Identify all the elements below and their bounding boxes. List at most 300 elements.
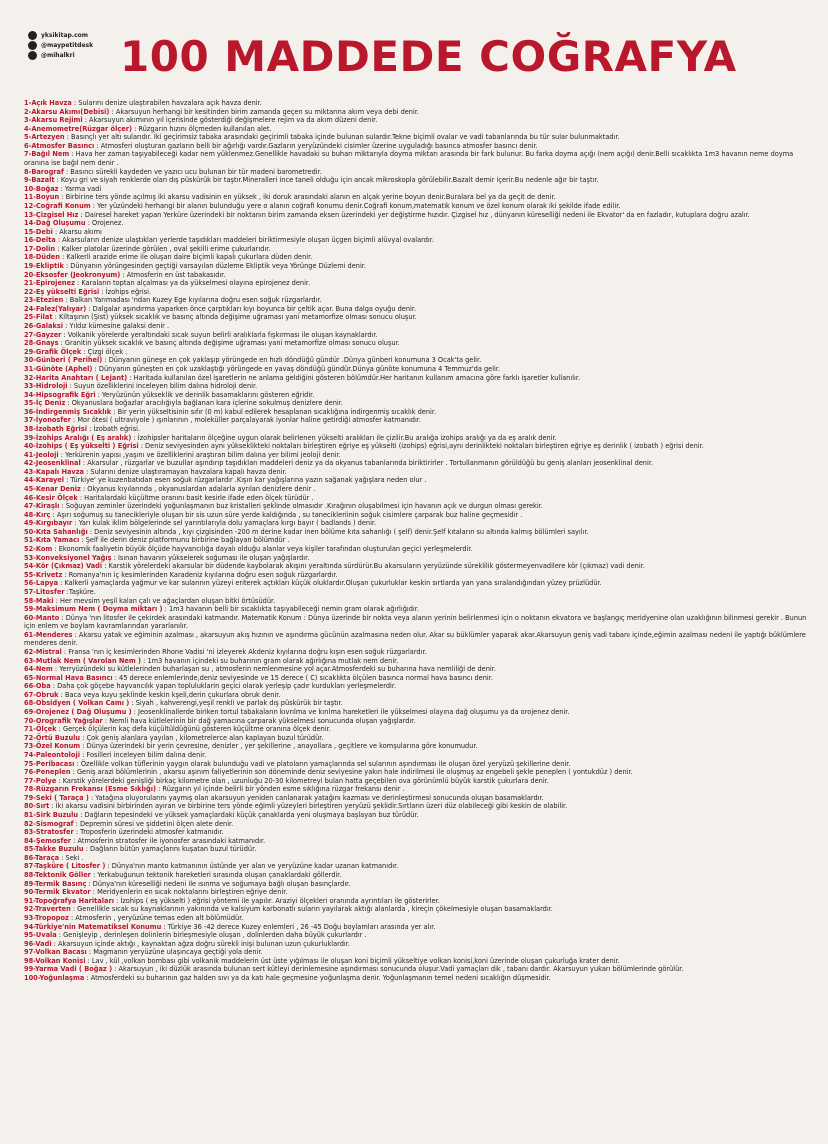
entry-term: 17-Dolin — [24, 244, 56, 253]
glossary-entry — [24, 296, 814, 305]
entry-term: 91-Topoğrafya Haritaları — [24, 896, 114, 905]
entry-term: 25-Filat — [24, 313, 53, 322]
glossary-entry — [24, 948, 814, 957]
entry-definition: : Akarsuyun içinde aktığı , kaynaktan ağza doğru sürekli inişi bulunan uzun çukurluklardır. — [51, 939, 350, 948]
entry-definition: : Hava her zaman taşıyabileceği kadar nem yüklenmez.Genellikle havadaki su buharı miktarıyla doyma miktarı arasında bir fark bulunur. Bu farka doyma açığı (nem açığı) denir.Belli sıcaklıkta 1m3 havanın neme doyma oranına ise bağıl nem denir . — [24, 150, 794, 168]
entry-term: 6-Atmosfer Basıncı — [24, 141, 95, 150]
entry-term: 97-Volkan Bacası — [24, 948, 87, 957]
entry-definition: : Balkan Yarımadası 'ndan Kuzey Ege kıyılarına doğru esen soğuk rüzgarlardır. — [63, 296, 322, 305]
entry-definition: : Atmosferin , yeryüzüne temas eden alt bölümüdür. — [68, 913, 244, 922]
glossary-entry — [24, 931, 814, 940]
entry-term: 90-Termik Ekvator — [24, 888, 91, 897]
entry-term: 38-İzobath Eğrisi — [24, 424, 87, 433]
entry-definition: : Akarsuyun , iki düzlük arasında bulunan sert kütleyi derinlemesine aşındırması sonucunda oluşur.Vadi yamaçları dik , tabanı dardır. Akarsuyun yukarı bölümlerinde görülür. — [112, 965, 684, 974]
entry-definition: : Granitin yüksek sıcaklık ve basınç altında değişime uğraması yani metamorfize olması sonucu oluşur. — [58, 339, 400, 348]
entry-term: 39-İzohips Aralığı ( Eş aralık) — [24, 433, 132, 442]
entry-term: 19-Ekliptik — [24, 261, 64, 270]
glossary-entry — [24, 965, 814, 974]
entry-term: 27-Gayzer — [24, 330, 62, 339]
glossary-entry — [24, 802, 814, 811]
entry-definition: : Dünya'nın küreselliği nedeni ile ısınma ve soğumaya bağlı oluşan basınçlardır. — [86, 879, 351, 888]
entry-term: 12-Coğrafi Konum — [24, 201, 91, 210]
entry-term: 3-Akarsu Rejimi — [24, 116, 83, 125]
glossary-entry — [24, 356, 814, 365]
glossary-entry — [24, 150, 814, 167]
glossary-entry — [24, 811, 814, 820]
entry-definition: : Basıncı sürekli kaydeden ve yazıcı ucu bulunan bir tür madeni barometredir. — [63, 167, 322, 176]
entry-definition: : Sularını denize ulaştıramayan havzalara kapalı havza denir. — [84, 467, 287, 476]
entry-term: 9-Bazalt — [24, 176, 55, 185]
entry-definition: : Akarsular , rüzgarlar ve buzullar aşındırıp taşıdıkları maddeleri deniz ya da okyanus tabanlarında biriktirirler . Tortullanmanın görüldüğü bu geniş alanları jeosenklinal denir. — [80, 459, 654, 468]
entry-term: 67-Obruk — [24, 690, 59, 699]
entry-definition: : Sularını denize ulaştırabilen havzalara açık havza denir. — [71, 99, 262, 107]
social-links — [28, 30, 93, 60]
glossary-entry — [24, 502, 814, 511]
entry-term: 36-İndirgenmiş Sıcaklık — [24, 407, 112, 416]
entry-definition: : Siyah , kahverengi,yeşil renkli ve parlak dış püskürük bir taştır. — [129, 699, 343, 708]
entry-term: 1-Açık Havza — [24, 99, 72, 107]
glossary-entry — [24, 313, 814, 322]
entry-definition: : Atmosferin en üst tabakasıdır. — [120, 270, 226, 279]
glossary-entry — [24, 322, 814, 331]
entry-definition: : Kalkerli arazide erime ile oluşan daire biçimli kapalı çukurlara düden denir. — [59, 253, 313, 262]
entry-definition: : Baca veya kuyu şeklinde keskin kşeli,derin çukurlara obruk denir. — [58, 690, 281, 699]
glossary-entry — [24, 914, 814, 923]
glossary-entry — [24, 253, 814, 262]
entry-definition: : 1m3 havanın belli bir sıcaklıkta taşıyabileceği nemin gram olarak ağırlığıdır. — [162, 605, 419, 614]
glossary-entry — [24, 519, 814, 528]
glossary-entry — [24, 494, 814, 503]
entry-term: 55-Krivetz — [24, 570, 63, 579]
entry-term: 78-Rüzgarın Frekansı (Esme Sıklığı) — [24, 785, 156, 794]
entry-term: 71-Ölçek — [24, 725, 57, 734]
entry-term: 47-Kiraşlı — [24, 502, 60, 511]
glossary-entry — [24, 485, 814, 494]
entry-definition: : Türkiye' ye kuzenbatıdan esen soğuk rüzgarlardır .Kışın kar yağışlarına yazın sağanak yağışlara neden olur . — [64, 476, 427, 485]
glossary-entry — [24, 554, 814, 563]
glossary-entry — [24, 905, 814, 914]
glossary-entry — [24, 614, 814, 631]
glossary-entry — [24, 434, 814, 443]
entry-definition: : Çizgi ölçek . — [81, 347, 128, 356]
glossary-entry — [24, 665, 814, 674]
entry-term: 93-Tropopoz — [24, 913, 69, 922]
entry-definition: : İzohips ( eş yükselti ) eğrisi yöntemi ile yapılır. Araziyi ölçekleri oranında ayrıntıları ile gösterirler. — [113, 896, 440, 905]
entry-definition: : Suyun özelliklerini inceleyen bilim dalına hidroloji denir. — [67, 382, 258, 391]
entry-term: 89-Termik Basınç — [24, 879, 87, 888]
entry-term: 100-Yoğunlaşma — [24, 973, 85, 982]
page-title: 100 MADDEDE COĞRAFYA — [120, 32, 737, 81]
entry-term: 60-Manto — [24, 613, 60, 622]
entry-definition: : Kalkerli yamaçlarda yağmur ve kar sularının yüzeyi eriterek açtıkları küçük oluklardır.Oluşan çukurluklar keskin sırtlarda yan yana sıralandığından yüzey prüzlüdür. — [58, 579, 602, 588]
entry-definition: : Depremin süresi ve şiddetini ölçen alete denir. — [73, 819, 234, 828]
glossary-entry — [24, 657, 814, 666]
entry-definition: : İzobath eğrisi. — [86, 424, 141, 433]
entry-definition: : Yatağına oluyorularını yaymış olan akarsuyun yeniden canlanarak yatağını kazması ve derinleştirmesi sonucunda oluşan basamaklardır. — [88, 793, 544, 802]
glossary-entry — [24, 768, 814, 777]
entry-term: 5-Artezyen — [24, 133, 65, 142]
glossary-list — [24, 99, 814, 983]
entry-definition: : Yeryüzünün yükseklik ve derinlik basamaklarını gösteren eğridir. — [95, 390, 315, 399]
glossary-entry — [24, 828, 814, 837]
glossary-entry — [24, 897, 814, 906]
entry-term: 50-Kıta Sahanlığı — [24, 527, 88, 536]
entry-term: 94-Türkiye'nin Matematiksel Konumu — [24, 922, 162, 931]
glossary-entry — [24, 708, 814, 717]
entry-term: 86-Taraça — [24, 853, 60, 862]
entry-definition: : Dünya 'nın litosfer ile çekirdek arasındaki katmandır. Matematik Konum : Dünya üzerinde bir nokta veya alanın yerinin belirlenmesi için o noktanın ekvatora ve başlangıç meridyenine olan uzaklığının bilinmesi gerekir . Bunun için enlem ve boylam kavramlarından yararlanılır. — [24, 613, 807, 631]
glossary-entry — [24, 365, 814, 374]
entry-term: 18-Düden — [24, 253, 60, 262]
entry-definition: : Akarsuyun akımının yıl içerisinde gösterdiği değişmelere rejim va da akım düzeni denir. — [82, 116, 378, 125]
entry-definition: : Atmosferi oluşturan gazların belli bir ağırlığı vardır.Gazların yeryüzündeki cisimler üzerine uyguladığı basınca atmosfer basıncı denir. — [94, 141, 538, 150]
entry-definition: : Dağların tepesindeki ve yüksek yamaçlardaki küçük çanaklarda yeni oluşmaya başlayan buz türüdür. — [78, 810, 419, 819]
entry-term: 75-Peribacası — [24, 759, 75, 768]
glossary-entry — [24, 348, 814, 357]
glossary-entry — [24, 108, 814, 117]
entry-definition: : Yerryüzündeki su kütlelerinden buharlaşan su , atmosferin nemlenmesine yol açar.Atmosferdeki su buharına hava nemliliği de denir. — [52, 665, 496, 674]
glossary-entry — [24, 845, 814, 854]
glossary-entry — [24, 279, 814, 288]
entry-term: 81-Sirk Buzulu — [24, 810, 79, 819]
entry-definition: : Birbirine ters yönde açılmış iki akarsu vadisinin en yüksek , iki doruk arasındaki alanın en alçak yerine boyun denir.Buralara bel ya da geçit de denir. — [59, 193, 556, 202]
entry-term: 63-Mutlak Nem ( Varolan Nem ) — [24, 656, 142, 665]
glossary-entry — [24, 880, 814, 889]
entry-definition: : Dağların bütün yamaçlarını kuşatan buzul türüdür. — [83, 845, 257, 854]
glossary-entry — [24, 854, 814, 863]
entry-term: 14-Dağ Oluşumu — [24, 219, 86, 228]
glossary-entry — [24, 339, 814, 348]
entry-term: 28-Gnays — [24, 339, 59, 348]
entry-term: 56-Lapya — [24, 579, 59, 588]
entry-term: 74-Paleontoloji — [24, 750, 80, 759]
entry-definition: : Kalker platolar üzerinde görülen , oval şekilli erime çukurlarıdır. — [55, 244, 271, 253]
glossary-entry — [24, 271, 814, 280]
entry-term: 2-Akarsu Akımı(Debisi) — [24, 107, 110, 116]
entry-term: 70-Orografik Yağışlar — [24, 716, 103, 725]
entry-term: 37-İyonosfer — [24, 416, 71, 425]
entry-term: 66-Oba — [24, 682, 51, 691]
entry-definition: : Genişleyip , derinleşen dolinlerin birleşmesiyle oluşan , dolinlerden daha büyük çukurlardır . — [56, 931, 367, 940]
entry-term: 92-Traverten — [24, 905, 71, 914]
entry-definition: : 45 derece enlemlerinde,deniz seviyesinde ve 15 derece ( C) sıcaklıkta ölçülen basınca normal hava basıncı denir. — [112, 673, 493, 682]
entry-definition: : Türkiye 36 -42 derece Kuzey enlemleri , 26 -45 Doğu boylamları arasında yer alır. — [161, 922, 436, 931]
entry-term: 24-Falez(Yalıyar) — [24, 304, 87, 313]
social-text: @maypetitdesk — [41, 41, 94, 49]
entry-definition: : Haritada kullanılan özel işaretlerin ne anlama geldiğini gösteren bölümdür.Her haritanın kullanım amacına göre farklı işaretler kullanılır. — [127, 373, 581, 382]
glossary-entry — [24, 888, 814, 897]
glossary-entry — [24, 957, 814, 966]
glossary-entry — [24, 202, 814, 211]
entry-definition: : Rüzgarın yıl içinde belirli bir yönden esme sıklığına rüzgar frekansı denir . — [156, 785, 405, 794]
glossary-entry — [24, 288, 814, 297]
entry-definition: : Akarsuların denize ulaştıkları yerlerde taşıdıkları maddeleri biriktirmesiyle oluşan üçgen biçimli alüvyal ovalardır. — [55, 236, 434, 245]
entry-definition: : Basınçlı yer altı sularıdır. İki geçirimsiz tabaka arasındaki geçirimli tabaka içinde bulunan sulardır.Tekne biçimli ovalar ve vadi tabanlarında bu tür sular bulunmaktadır. — [64, 133, 620, 142]
entry-term: 96-Vadi — [24, 939, 52, 948]
entry-definition: : Her mevsim yeşil kalan çalı ve ağaçlardan oluşan bitki örtüsüdür. — [53, 596, 276, 605]
entry-term: 84-Şemosfer — [24, 836, 72, 845]
entry-definition: : Rüzgarın hızını ölçmeden kullanılan alet. — [132, 124, 272, 133]
entry-definition: : Karstik yörelerdeki akarsular bir düdende kaybolarak akışını yeraltında sürdürür.Bu akarsuların yeryüzünde süreklilik göstermeyenvadilere kör (çıkmaz) vadi denir. — [102, 562, 645, 571]
entry-term: 42-Jeosenklinal — [24, 459, 81, 468]
social-row — [28, 30, 93, 40]
glossary-entry — [24, 785, 814, 794]
entry-term: 62-Mistral — [24, 648, 62, 656]
entry-term: 16-Delta — [24, 236, 56, 245]
entry-definition: : Karstik yörelerdeki genişliği birkaç kilometre olan , uzunluğu 20-30 kilometreyi bulan hatta geçebilen ova görünümlü büyük karstik çukurlara denir. — [56, 776, 549, 785]
entry-definition: : 1m3 havanın içindeki su buharının gram olarak ağırlığına mutlak nem denir. — [141, 656, 399, 665]
glossary-entry — [24, 777, 814, 786]
entry-term: 43-Kapalı Havza — [24, 467, 85, 476]
entry-definition: : Atmosferdeki su buharının gaz halden sıvı ya da katı hale geçmesine yoğunlaşma denir. Yoğunlaşmanın temel nedeni sıcaklığın düşmesidir. — [84, 973, 551, 982]
entry-definition: : İki akarsu vadisini birbirinden ayıran ve birbirine ters yönde eğimli yüzeyleri birleştiren yeryüzü şeklidir.Sırtların üzeri düz olabileceği gibi keskin de olabilir. — [49, 802, 568, 811]
glossary-entry — [24, 193, 814, 202]
entry-definition: : Yarma vadi — [58, 184, 102, 193]
glossary-entry — [24, 451, 814, 460]
glossary-entry — [24, 262, 814, 271]
glossary-entry — [24, 176, 814, 185]
entry-term: 51-Kıta Yamacı — [24, 536, 80, 545]
entry-definition: : Kiltaşının (Şist) yüksek sıcaklık ve basınç altında değişime uğraması yani metamorfize olması sonucu oluşur. — [52, 313, 417, 322]
glossary-entry — [24, 545, 814, 554]
glossary-entry — [24, 674, 814, 683]
glossary-entry — [24, 211, 814, 220]
glossary-entry — [24, 717, 814, 726]
entry-definition: : Gerçek ölçülerin kaç defa küçültüldüğünü gösteren küçültme oranına ölçek denir. — [56, 725, 331, 734]
entry-definition: : Deniz seviyesinin altında , kıyı çizgisinden -200 m derine kadar inen bölüme kıta sahanlığı ( şelf) denir.Şelf kıtaların su altında kalmış bölümleri sayılır. — [87, 527, 589, 536]
entry-definition: : Yarı kulak iklim bölgelerinde sel yarıntılarıyla dolu yamaçlara kırgı bayır ( badlands ) denir. — [72, 519, 377, 528]
entry-term: 76-Peneplen — [24, 768, 71, 777]
glossary-entry — [24, 862, 814, 871]
glossary-entry — [24, 571, 814, 580]
instagram-icon — [28, 41, 37, 50]
entry-definition: : Bir yerin yükseltisinin sıfır (0 m) kabul edilerek hesaplanan sıcaklığına indirgenmiş sıcaklık denir. — [111, 407, 437, 416]
entry-term: 52-Kom — [24, 545, 53, 554]
entry-definition: : Dalgalar aşındırma yaparken önce çarptıkları kıyı boyunca bir çeltik açar. Buna dalga oyuğu denir. — [86, 304, 417, 313]
entry-definition: : Jeosenklinallerde biriken tortul tabakaların kıvrılma ve kırılma hareketleri ile yükselmesi olayına dağ oluşumu ya da orojenez denir. — [131, 708, 570, 717]
entry-definition: : Orojenez. — [85, 219, 124, 228]
entry-definition: : İzohips eğrisi. — [99, 287, 152, 296]
entry-term: 10-Boğaz — [24, 184, 59, 193]
glossary-entry — [24, 331, 814, 340]
glossary-entry — [24, 940, 814, 949]
entry-term: 72-Örtü Buzulu — [24, 733, 81, 742]
entry-term: 22-Eş yükselti Eğrisi — [24, 287, 100, 296]
entry-definition: : Nemli hava kütlelerinin bir dağ yamacına çarparak yükselmesi sonucunda oluşan yağışlardır. — [102, 716, 416, 725]
glossary-entry — [24, 305, 814, 314]
entry-definition: : Haritalardaki küçültme oranını basit kesirle ifade eden ölçek türüdür . — [77, 493, 314, 502]
entry-definition: : Magmanın yeryüzüne ulaşıncaya geçtiği yola denir. — [86, 948, 263, 957]
entry-term: 53-Konveksiyonel Yağış — [24, 553, 112, 562]
entry-definition: : Yıldız kümesine galaksi denir . — [63, 322, 170, 331]
glossary-entry — [24, 476, 814, 485]
glossary-entry — [24, 605, 814, 614]
entry-term: 44-Karayel — [24, 476, 65, 485]
entry-term: 82-Sismograf — [24, 819, 74, 828]
glossary-entry — [24, 837, 814, 846]
glossary-entry — [24, 691, 814, 700]
entry-definition: : Ekonomik faaliyetin büyük ölçüde hayvancılığa dayalı olduğu alanlar veya kişiler tarafından oluşturulan geçici yerleşmelerdir. — [52, 545, 473, 554]
entry-term: 21-Epirojenez — [24, 279, 75, 288]
glossary-entry — [24, 562, 814, 571]
entry-term: 33-Hidroloji — [24, 382, 68, 391]
entry-term: 26-Galaksi — [24, 322, 64, 331]
entry-definition: : Akarsuyun herhangi bir kesitinden birim zamanda geçen su miktarına akım veya debi denir. — [109, 107, 420, 116]
entry-term: 85-Takke Buzulu — [24, 845, 84, 854]
entry-definition: : Okyanus kıyılarında , okyanuslardan adalarla ayrılan denizlere denir . — [80, 485, 316, 494]
glossary-entry — [24, 751, 814, 760]
entry-definition: : Seki . — [59, 853, 84, 862]
entry-term: 68-Obsidyen ( Volkan Camı ) — [24, 699, 130, 708]
entry-definition: : Isınan havanın yükselerek soğuması ile oluşan yağışlardır. — [111, 553, 310, 562]
glossary-entry — [24, 682, 814, 691]
glossary-entry — [24, 399, 814, 408]
instagram-icon — [28, 51, 37, 60]
glossary-entry — [24, 536, 814, 545]
entry-definition: : Volkanik yörelerde yeraltındaki sıcak suyun belirli aralıklarla fışkırması ile oluşan kaynaklardır. — [61, 330, 378, 339]
entry-definition: : Fosilleri inceleyen bilim dalına denir. — [79, 750, 207, 759]
entry-definition: : Dairesel hareket yapan Yerküre üzerindeki bir noktanın birim zamanda eksen üzerindeki yer değiştirme hızıdır. Çizgisel hız , dünyanın küreselliği nedeni ile Ekvator' da en fazladır, kutuplara doğru azalır. — [78, 210, 750, 219]
entry-term: 99-Yarma Vadi ( Boğaz ) — [24, 965, 113, 974]
entry-term: 87-Taşküre ( Litosfer ) — [24, 862, 106, 871]
entry-definition: : Yer yüzündeki herhangi bir alanın bulunduğu yere o alanın coğrafi konumu denir.Coğrafi konum,matematik konum ve özel konum olarak iki şekilde ifade edilir. — [90, 201, 621, 210]
entry-term: 64-Nem — [24, 665, 53, 674]
glossary-entry — [24, 699, 814, 708]
glossary-entry — [24, 468, 814, 477]
entry-definition: : Yerkürenin yapısı ,yaşını ve özelliklerini araştıran bilim dalına yer bilimi jeoloji denir. — [58, 450, 341, 459]
entry-definition: :Taşküre. — [64, 587, 96, 596]
entry-definition: : Çok geniş alanlara yayılan , kilometrelerce alan kaplayan buzul türüdür. — [80, 733, 324, 742]
entry-term: 58-Maki — [24, 596, 54, 605]
entry-term: 29-Grafik Ölçek — [24, 347, 82, 356]
glossary-entry — [24, 820, 814, 829]
glossary-entry — [24, 579, 814, 588]
glossary-entry — [24, 974, 814, 983]
entry-definition: : İzohipsler haritaların ölçeğine uygun olarak belirlenen yükselti aralıkları ile çizilir.Bu aralığa izohips aralığı ya da eş aralık denir. — [131, 433, 557, 442]
entry-term: 46-Kesir Ölçek — [24, 493, 78, 502]
entry-term: 35-İç Deniz — [24, 399, 66, 408]
glossary-entry — [24, 416, 814, 425]
entry-term: 49-Kırgıbayır — [24, 519, 73, 528]
entry-definition: : Atmosferin stratosfer ile iyonosfer arasındaki katmanıdır. — [71, 836, 266, 845]
entry-term: 11-Boyun — [24, 193, 60, 202]
entry-definition: : Koyu gri ve siyah renklerde olan dış püskürük bir taştır.Mineralleri ince taneli olduğu için ancak mikroskopla görülebilir.Bazalt demir içerir.Bu nedenle ağır bir taştır. — [54, 176, 599, 185]
entry-term: 69-Orojenez ( Dağ Oluşumu ) — [24, 708, 132, 717]
entry-definition: : Troposferin üzerindeki atmosfer katmanıdır. — [73, 828, 224, 837]
glossary-entry — [24, 631, 814, 648]
entry-definition: : Akarsu yatak ve eğiminin azalması , akarsuyun akış hızının ve aşındırma gücünün azalmasına neden olur. Akar su büklümler yaparak akar.Akarsuyun geniş vadi tabanı içinde,eğimin azalması nedeni ile yaptığı büklümlere menderes denir. — [24, 630, 806, 648]
entry-term: 20-Eksosfer (Jeokronyum) — [24, 270, 121, 279]
glossary-entry — [24, 391, 814, 400]
entry-term: 45-Kenar Deniz — [24, 485, 81, 494]
entry-term: 79-Seki ( Taraça ) — [24, 793, 89, 802]
entry-definition: : Aşırı soğumuş su tanecikleriyle oluşan bir sis uzun süre yerde kaldığında , su tanecikleriinin soğuk cisimlere çarparak buz haline geçmesidir . — [50, 510, 523, 519]
social-text: yksikitap.com — [41, 31, 88, 39]
entry-term: 95-Uvala — [24, 931, 57, 940]
glossary-entry — [24, 99, 814, 108]
entry-term: 61-Menderes — [24, 630, 73, 639]
entry-definition: : Romanya'nın iç kesimlerinden Karadeniz kıyılarına doğru esen soğuk rüzgarlardır. — [62, 570, 338, 579]
glossary-entry — [24, 459, 814, 468]
entry-definition: : Okyanuslara boğazlar aracılığıyla bağlanan kara içlerine sokulmuş denizlere denir. — [65, 399, 343, 408]
entry-definition: : Dünyanın güneşten en çok uzaklaştığı yörüngede en yavaş döndüğü gündür.Dünya günöte konumuna 4 Temmuz'da gelir. — [92, 364, 501, 373]
glossary-entry — [24, 871, 814, 880]
entry-term: 80-Sırt — [24, 802, 50, 811]
entry-definition: : Meridyenlerin en sıcak noktalarını birleştiren eğriye denir. — [90, 888, 288, 897]
glossary-entry — [24, 648, 814, 657]
entry-definition: : Daha çok göçebe hayvancılık yapan topluluklarin geçici olarak yerleşip çadır kurdukları yerleşmelerdir. — [50, 682, 397, 691]
entry-term: 13-Çizgisel Hız — [24, 210, 79, 219]
glossary-entry — [24, 382, 814, 391]
entry-definition: : Lav , kül ,volkan bombası gibi volkanik maddelerin üst üste yığılması ile oluşan koni biçimli yükseltiye volkan konisi,koni üzerinde oluşan çukurluğa krater denir. — [85, 956, 620, 965]
glossary-entry — [24, 168, 814, 177]
entry-term: 32-Harita Anahtarı ( Lejant) — [24, 373, 128, 382]
entry-term: 59-Maksimum Nem ( Doyma miktarı ) — [24, 605, 163, 614]
entry-term: 40-İzohips ( Eş yükselti ) Eğrisi — [24, 442, 139, 451]
glossary-entry — [24, 133, 814, 142]
glossary-entry — [24, 760, 814, 769]
glossary-entry — [24, 742, 814, 751]
glossary-entry — [24, 374, 814, 383]
glossary-entry — [24, 588, 814, 597]
entry-term: 41-Jeoloji — [24, 450, 59, 459]
entry-definition: : Dünya üzerindeki bir yerin çevresine, denizler , yer şekillerine , anayollara , geçitlere ve komşularına göre konumudur. — [80, 742, 478, 751]
entry-term: 30-Günberi ( Perihel) — [24, 356, 103, 365]
entry-definition: : Dünyanın güneşe en çok yaklaşıp yörüngede en hızlı döndüğü gündür .Dünya günberi konumuna 3 Ocak'ta gelir. — [102, 356, 482, 365]
entry-term: 98-Volkan Konisi — [24, 956, 86, 965]
entry-term: 65-Normal Hava Basıncı — [24, 673, 113, 682]
glossary-entry — [24, 511, 814, 520]
entry-term: 8-Barograf — [24, 167, 64, 176]
glossary-entry — [24, 245, 814, 254]
glossary-entry — [24, 597, 814, 606]
entry-term: 48-Kırç — [24, 510, 51, 519]
entry-definition: : Genellikle sıcak su kaynaklarının yakınında ve kalsiyum karbonatlı suların yayılarak aktığı alanlarda , kireçin çökelmesiyle oluşan basamaklardır. — [70, 905, 553, 914]
entry-definition: : Şelf ile derin deniz platformunu birbirine bağlayan bölümdür . — [79, 536, 290, 545]
social-row — [28, 40, 93, 50]
entry-term: 23-Etezien — [24, 296, 64, 305]
social-text: @mihalkri — [41, 51, 75, 59]
entry-definition: : Fransa 'nın iç kesimlerinden Rhone Vadisi 'ni izleyerek Akdeniz kıyılarına doğru kışın esen soğuk rüzgarlardır. — [61, 648, 427, 656]
entry-term: 57-Litosfer — [24, 587, 65, 596]
glossary-entry — [24, 923, 814, 932]
glossary-entry — [24, 116, 814, 125]
entry-term: 34-Hipsografik Eğri — [24, 390, 96, 399]
entry-term: 83-Stratosfer — [24, 828, 74, 837]
entry-term: 4-Anemometre(Rüzgar ölçer) — [24, 124, 132, 133]
glossary-entry — [24, 725, 814, 734]
glossary-entry — [24, 236, 814, 245]
glossary-entry — [24, 185, 814, 194]
entry-definition: : Dünyanın yörüngesinden geçtiği varsayılan düzleme Ekliptik veya Yörünge Düzlemi denir. — [63, 261, 366, 270]
entry-term: 54-Kör (Çıkmaz) Vadi — [24, 562, 103, 571]
entry-definition: : Akarsu akımı — [52, 227, 102, 236]
entry-definition: : Dünya'nın manto katmanının üstünde yer alan ve yeryüzüne kadar uzanan katmanıdır. — [105, 862, 399, 871]
entry-term: 15-Debi — [24, 227, 53, 236]
entry-definition: : Deniz seviyesinden aynı yükseklikteki noktaları birleştiren eğriye eş yükselti (izohips) eğrisi,aynı derinlikteki noktaları birleştiren eğriye eş derinlik ( izobath ) eğrisi denir. — [138, 442, 704, 451]
entry-definition: : Mor ötesi ( ultraviyole ) ışınlarının , moleküller parçalayarak iyonlar haline getirdiği atmosfer katmanıdır. — [70, 416, 421, 425]
entry-term: 7-Bağıl Nem — [24, 150, 70, 159]
glossary-entry — [24, 425, 814, 434]
glossary-entry — [24, 528, 814, 537]
entry-term: 73-Özel Konum — [24, 742, 81, 751]
social-row — [28, 50, 93, 60]
entry-definition: : Karaların toptan alçalması ya da yükselmesi olayına epirojenez denir. — [74, 279, 311, 288]
glossary-entry — [24, 442, 814, 451]
entry-definition: : Soğuyan zeminler üzerindeki yoğunlaşmanın buz kristalleri şeklinde olmasıdır .Kırağının oluşabilmesi için havanın açık ve durgun olması gerekir. — [59, 502, 543, 511]
globe-icon — [28, 31, 37, 40]
entry-definition: : Geniş arazi bölümlerinin , akarsu aşınım faliyetlerinin son döneminde deniz seviyesine yakın hale indirilmesi ile oluşmuş az engebeli şekle peneplen ( yontukdüz ) denir. — [70, 768, 633, 777]
